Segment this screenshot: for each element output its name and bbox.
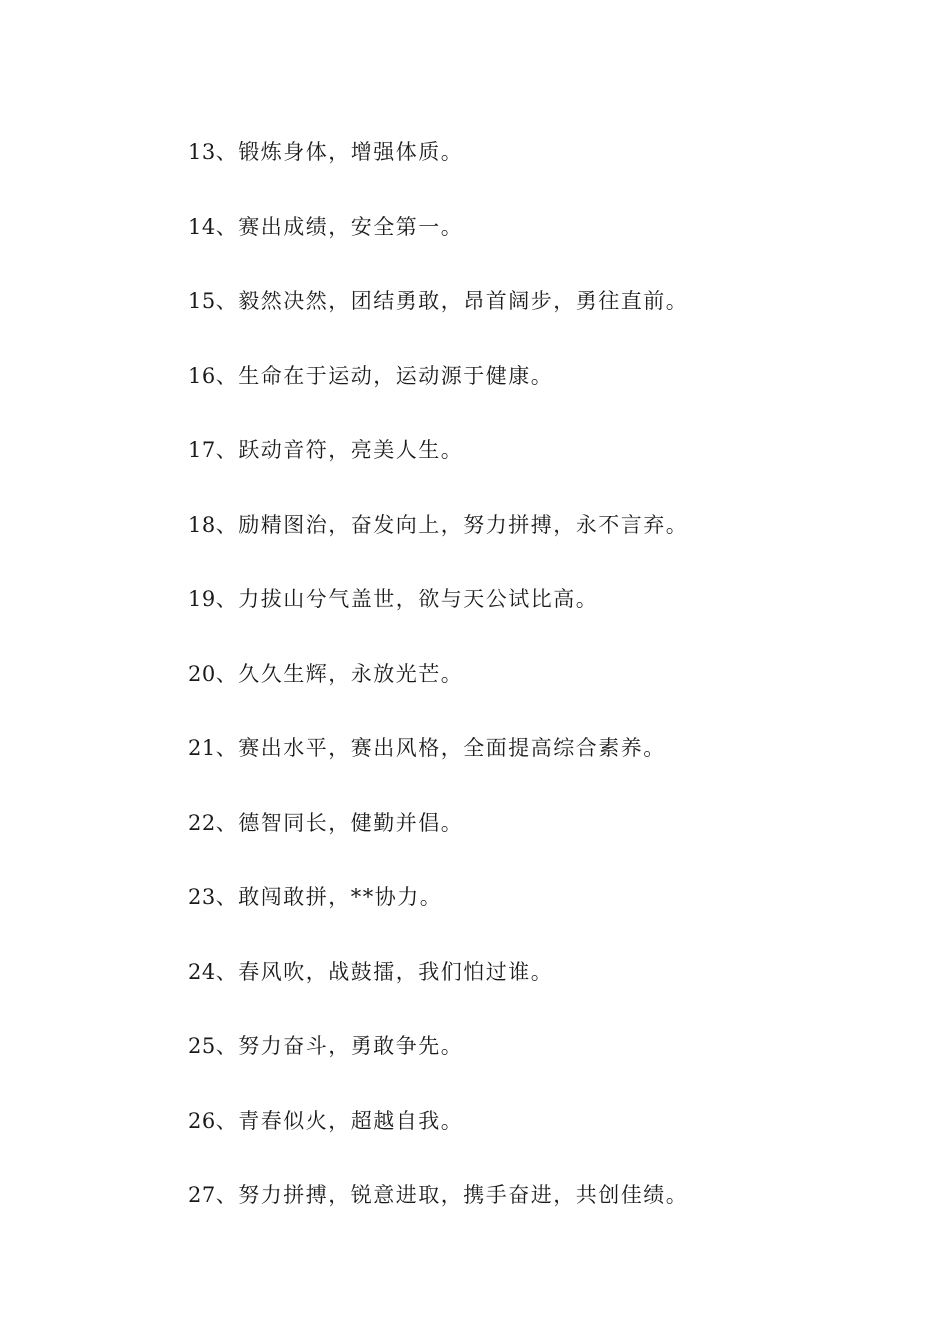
list-item [188, 134, 688, 209]
item-number: 18 [188, 512, 216, 537]
item-text: 、努力奋斗，勇敢争先。 [215, 1034, 464, 1058]
item-number: 23 [188, 885, 216, 909]
item-text: 、春风吹，战鼓擂，我们怕过谁。 [215, 959, 554, 984]
item-text: 、青春似火，超越自我。 [215, 1108, 464, 1133]
list-item [188, 879, 688, 954]
item-number: 17 [188, 438, 216, 462]
item-text: 、生命在于运动，运动源于健康。 [215, 363, 554, 388]
item-number: 13 [188, 140, 216, 164]
item-number: 24 [188, 959, 216, 984]
item-text: 、力拔山兮气盖世，欲与天公试比高。 [215, 587, 599, 611]
item-number: 27 [188, 1183, 216, 1207]
list-item [188, 805, 688, 880]
item-number: 19 [188, 587, 216, 611]
item-text: 、锻炼身体，增强体质。 [215, 140, 464, 164]
list-item [188, 730, 688, 805]
list-item [188, 1177, 688, 1252]
item-text: 、励精图治，奋发向上，努力拼搏，永不言弃。 [215, 512, 689, 537]
list-item [188, 358, 688, 433]
list-item [188, 581, 688, 656]
item-text: 、久久生辉，永放光芒。 [215, 661, 464, 686]
item-number: 21 [188, 736, 216, 760]
item-text: 、跃动音符，亮美人生。 [215, 438, 464, 462]
list-item [188, 432, 688, 507]
item-number: 22 [188, 810, 216, 835]
list-item [188, 954, 688, 1029]
list-item [188, 1103, 688, 1178]
item-text: 、赛出成绩，安全第一。 [215, 214, 464, 239]
list-item [188, 283, 688, 358]
slogan-list [188, 134, 688, 1252]
item-number: 16 [188, 363, 216, 388]
item-number: 20 [188, 661, 216, 686]
item-text: 、德智同长，健勤并倡。 [215, 810, 464, 835]
list-item [188, 507, 688, 582]
item-text: 、毅然决然，团结勇敢，昂首阔步，勇往直前。 [215, 289, 689, 313]
item-text: 、敢闯敢拼，**协力。 [215, 885, 443, 909]
item-text: 、赛出水平，赛出风格，全面提高综合素养。 [215, 736, 666, 760]
item-text: 、努力拼搏，锐意进取，携手奋进，共创佳绩。 [215, 1183, 689, 1207]
list-item [188, 209, 688, 284]
list-item [188, 1028, 688, 1103]
item-number: 25 [188, 1034, 216, 1058]
list-item [188, 656, 688, 731]
item-number: 15 [188, 289, 216, 313]
item-number: 26 [188, 1108, 216, 1133]
item-number: 14 [188, 214, 216, 239]
